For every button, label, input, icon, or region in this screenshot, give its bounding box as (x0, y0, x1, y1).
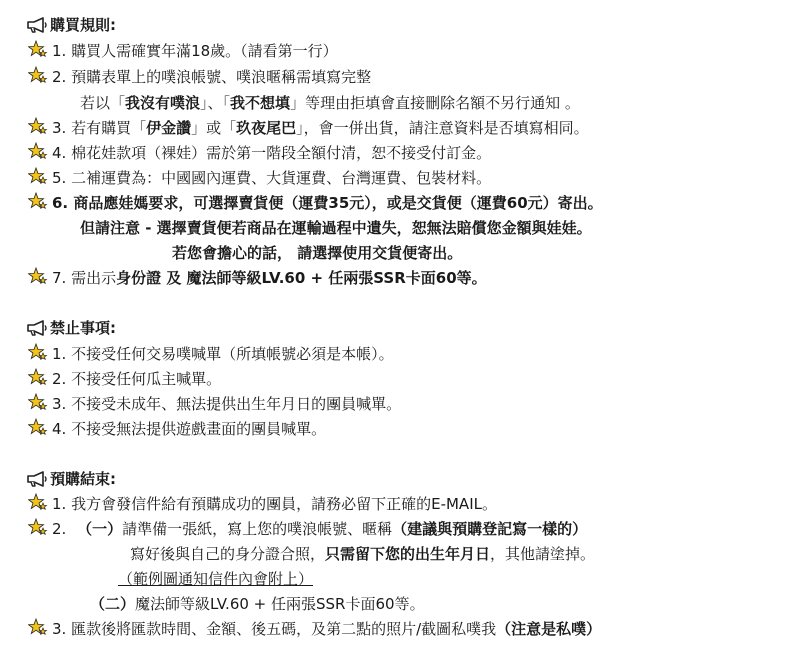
example-note (118, 567, 313, 591)
item-number: 3. (52, 119, 67, 137)
item-number: 5. (52, 169, 67, 187)
item-number: 3. (52, 620, 67, 638)
list-item (28, 617, 601, 641)
sparkle-pikachu-icon (28, 117, 48, 137)
megaphone-icon (26, 471, 48, 487)
item-number: 4. (52, 144, 67, 162)
item-text: 不接受任何瓜主喊單。 (71, 370, 222, 388)
item-text: 不接受未成年、無法提供出生年月日的團員喊單。 (71, 395, 402, 413)
item-text: 」等理由拒填會直接刪除名額不另行通知 。 (290, 94, 580, 112)
step-label: （一） (77, 520, 123, 538)
item-text: 不接受無法提供遊戲畫面的團員喊單。 (71, 420, 327, 438)
list-item (28, 39, 338, 63)
item-text: 不接受任何交易噗喊單（所填帳號必須是本帳）。 (71, 345, 394, 363)
item-text: 棉花娃款項（裸娃）需於第一階段全額付清，恕不接受付訂金。 (71, 144, 492, 162)
item-text: 若您會擔心的話， 請選擇使用交貨便寄出。 (172, 244, 463, 262)
heading-text: 購買規則: (50, 16, 116, 34)
section-heading-prohibited (26, 316, 116, 340)
sparkle-pikachu-icon (28, 368, 48, 388)
item-emphasis: （注意是私噗） (496, 620, 602, 638)
list-item (28, 392, 401, 416)
list-item (28, 116, 589, 140)
heading-text: 預購結束: (50, 470, 116, 488)
item-text: 請準備一張紙，寫上您的噗浪帳號、暱稱 (122, 520, 393, 538)
megaphone-icon (26, 320, 48, 336)
item-number: 1. (52, 495, 67, 513)
item-number: 2. (52, 520, 67, 538)
item-text: 」，會一併出貨，請注意資料是否填寫相同。 (296, 119, 589, 137)
item-emphasis: 我不想填 (230, 94, 291, 112)
list-item (28, 517, 587, 541)
sparkle-pikachu-icon (28, 618, 48, 638)
sparkle-pikachu-icon (28, 142, 48, 162)
item-text: 預購表單上的噗浪帳號、噗浪暱稱需填寫完整 (71, 68, 372, 86)
item-text: 寫好後與自己的身分證合照， (130, 545, 326, 563)
item-text: 」、「 (200, 94, 231, 112)
item-number: 2. (52, 68, 67, 86)
list-item (28, 367, 221, 391)
item-text: 需出示 (71, 269, 117, 287)
item-text: 若以「 (80, 94, 126, 112)
item-text: 購買人需確實年滿18歲。（請看第一行） (71, 42, 338, 60)
list-item-continuation (172, 241, 462, 265)
item-emphasis: 伊金讚 (146, 119, 192, 137)
list-item (28, 65, 371, 89)
item-text: 匯款後將匯款時間、金額、後五碼，及第二點的照片/截圖私噗我 (71, 620, 497, 638)
list-item-continuation (130, 542, 595, 566)
item-text: 魔法師等級LV.60 + 任兩張SSR卡面60等。 (135, 595, 425, 613)
item-emphasis: 身份證 及 魔法師等級LV.60 + 任兩張SSR卡面60等。 (116, 269, 487, 287)
sparkle-pikachu-icon (28, 267, 48, 287)
section-heading-purchase-rules (26, 13, 116, 37)
list-item (28, 191, 603, 215)
list-item (28, 342, 394, 366)
sparkle-pikachu-icon (28, 167, 48, 187)
item-number: 7. (52, 269, 67, 287)
sparkle-pikachu-icon (28, 66, 48, 86)
item-text: 二補運費為：中國國內運費、大貨運費、台灣運費、包裝材料。 (71, 169, 492, 187)
list-item (28, 266, 487, 290)
item-text: ，其他請塗掉。 (490, 545, 596, 563)
sparkle-pikachu-icon (28, 518, 48, 538)
section-heading-preorder-end (26, 467, 116, 491)
item-number: 2. (52, 370, 67, 388)
list-item-continuation (80, 91, 580, 115)
heading-text: 禁止事項: (50, 319, 116, 337)
item-number: 1. (52, 345, 67, 363)
list-item (28, 166, 491, 190)
item-emphasis: （建議與預購登記寫一樣的） (392, 520, 588, 538)
list-item-continuation (90, 592, 425, 616)
sparkle-pikachu-icon (28, 192, 48, 212)
megaphone-icon (26, 17, 48, 33)
item-number: 1. (52, 42, 67, 60)
item-text: 我方會發信件給有預購成功的團員，請務必留下正確的E-MAIL。 (71, 495, 497, 513)
item-text: （範例圖通知信件內會附上） (118, 570, 314, 588)
sparkle-pikachu-icon (28, 40, 48, 60)
item-emphasis: 玖夜尾巴 (236, 119, 297, 137)
sparkle-pikachu-icon (28, 343, 48, 363)
sparkle-pikachu-icon (28, 393, 48, 413)
step-label: （二） (90, 595, 136, 613)
list-item (28, 141, 491, 165)
item-number: 3. (52, 395, 67, 413)
item-text: 若有購買「 (71, 119, 147, 137)
item-text: 但請注意 - 選擇賣貨便若商品在運輸過程中遺失，恕無法賠償您金額與娃娃。 (80, 219, 592, 237)
sparkle-pikachu-icon (28, 418, 48, 438)
item-text: 商品應娃媽要求，可選擇賣貨便（運費35元），或是交貨便（運費60元）寄出。 (73, 194, 603, 212)
list-item-continuation (80, 216, 592, 240)
list-item (28, 417, 326, 441)
list-item (28, 492, 497, 516)
item-number: 4. (52, 420, 67, 438)
sparkle-pikachu-icon (28, 493, 48, 513)
item-text: 」或「 (191, 119, 237, 137)
item-emphasis: 只需留下您的出生年月日 (325, 545, 491, 563)
item-emphasis: 我沒有噗浪 (125, 94, 201, 112)
item-number: 6. (52, 194, 69, 212)
